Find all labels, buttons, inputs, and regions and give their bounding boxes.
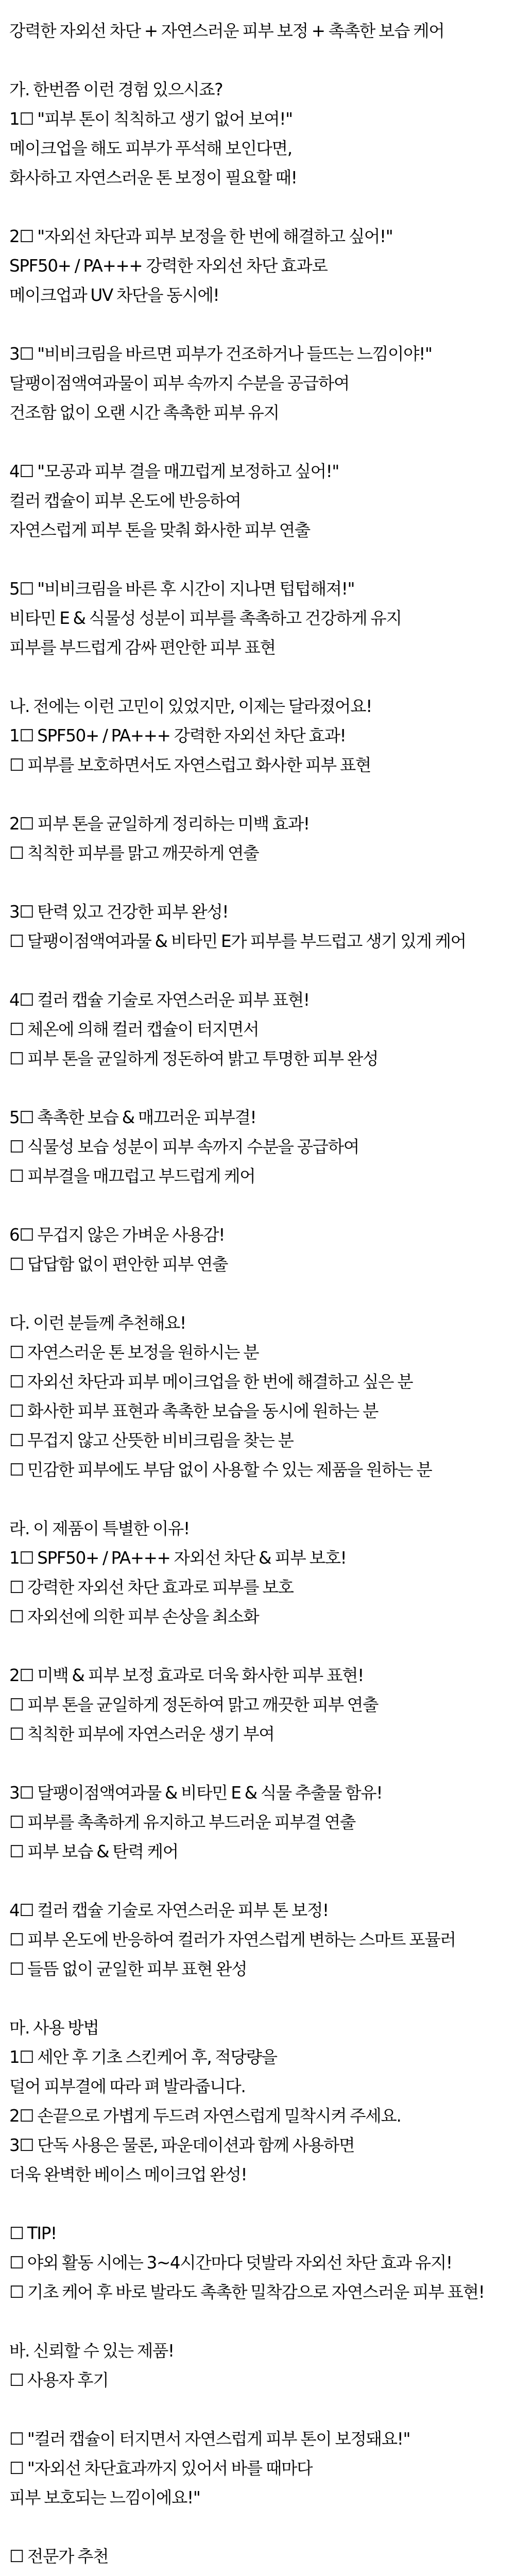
text-line: 메이크업을 해도 피부가 푸석해 보인다면,	[9, 139, 292, 158]
numbered-item: 6☐ 무겁지 않은 가벼운 사용감!	[9, 1225, 225, 1245]
numbered-item: 1☐ SPF50+ / PA+++ 자외선 차단 & 피부 보호!	[9, 1548, 347, 1568]
numbered-item: 2☐ 피부 톤을 균일하게 정리하는 미백 효과!	[9, 814, 310, 834]
checkbox-item: ☐ 사용자 후기	[9, 2370, 109, 2390]
blank-line	[9, 1632, 509, 1661]
checkbox-item: ☐ 체온에 의해 컬러 캡슐이 터지면서	[9, 1020, 259, 1039]
checkbox-item: ☐ 피부 톤을 균일하게 정돈하여 맑고 깨끗한 피부 연출	[9, 1695, 379, 1715]
checkbox-item: ☐ 칙칙한 피부에 자연스러운 생기 부여	[9, 1724, 274, 1744]
checkbox-item: ☐ 피부 톤을 균일하게 정돈하여 밝고 투명한 피부 완성	[9, 1049, 379, 1069]
numbered-item: 1☐ "피부 톤이 칙칙하고 생기 없어 보여!"	[9, 109, 293, 129]
checkbox-item: ☐ 들뜸 없이 균일한 피부 표현 완성	[9, 1959, 247, 1979]
text-line: 피부 보호되는 느낌이에요!"	[9, 2488, 200, 2507]
blank-line	[9, 2307, 509, 2336]
blank-line	[9, 663, 509, 692]
checkbox-item: ☐ 칙칙한 피부를 맑고 깨끗하게 연출	[9, 843, 259, 863]
numbered-item: 4☐ "모공과 피부 결을 매끄럽게 보정하고 싶어!"	[9, 462, 339, 481]
text-line: 화사하고 자연스러운 톤 보정이 필요할 때!	[9, 168, 297, 188]
numbered-item: 3☐ 탄력 있고 건강한 피부 완성!	[9, 902, 229, 922]
numbered-item: 1☐ SPF50+ / PA+++ 강력한 자외선 차단 효과!	[9, 726, 346, 745]
numbered-item: 2☐ 미백 & 피부 보정 효과로 더욱 화사한 피부 표현!	[9, 1666, 364, 1685]
checkbox-item: ☐ TIP!	[9, 2224, 57, 2243]
text-line: 달팽이점액여과물이 피부 속까지 수분을 공급하여	[9, 374, 350, 393]
checkbox-item: ☐ 피부 보습 & 탄력 케어	[9, 1842, 178, 1861]
text-line	[9, 2571, 509, 2576]
numbered-item: 2☐ 손끝으로 가볍게 두드려 자연스럽게 밀착시켜 주세요.	[9, 2106, 401, 2126]
checkbox-item: ☐ 기초 케어 후 바로 발라도 촉촉한 밀착감으로 자연스러운 피부 표현!	[9, 2282, 485, 2302]
section-heading: 나. 전에는 이런 고민이 있었지만, 이제는 달라졌어요!	[9, 697, 372, 716]
checkbox-item: ☐ 자연스러운 톤 보정을 원하시는 분	[9, 1343, 259, 1362]
section-heading: 다. 이런 분들께 추천해요!	[9, 1313, 186, 1333]
checkbox-item: ☐ 피부결을 매끄럽고 부드럽게 케어	[9, 1166, 255, 1186]
blank-line	[9, 1485, 509, 1514]
blank-line	[9, 310, 509, 340]
blank-line	[9, 2395, 509, 2425]
checkbox-item: ☐ 달팽이점액여과물 & 비타민 E가 피부를 부드럽고 생기 있게 케어	[9, 931, 466, 951]
checkbox-item: ☐ 전문가 추천	[9, 2547, 109, 2566]
numbered-item: 3☐ 달팽이점액여과물 & 비타민 E & 식물 추출물 함유!	[9, 1783, 383, 1803]
blank-line	[9, 956, 509, 986]
text-line: 건조함 없이 오랜 시간 촉촉한 피부 유지	[9, 403, 279, 422]
numbered-item: 4☐ 컬러 캡슐 기술로 자연스러운 피부 표현!	[9, 990, 310, 1010]
text-line: 자연스럽게 피부 톤을 맞춰 화사한 피부 연출	[9, 520, 310, 540]
text-line: 덜어 피부결에 따라 펴 발라줍니다.	[9, 2077, 246, 2096]
checkbox-item: ☐ 식물성 보습 성분이 피부 속까지 수분을 공급하여	[9, 1137, 359, 1157]
numbered-item: 5☐ "비비크림을 바른 후 시간이 지나면 텁텁해져!"	[9, 579, 355, 599]
section-heading: 가. 한번쯤 이런 경험 있으시죠?	[9, 80, 223, 99]
product-description-document	[9, 16, 509, 2576]
section-heading: 라. 이 제품이 특별한 이유!	[9, 1519, 190, 1538]
numbered-item: 1☐ 세안 후 기초 스킨케어 후, 적당량을	[9, 2047, 277, 2067]
blank-line	[9, 2513, 509, 2542]
blank-line	[9, 2190, 509, 2219]
text-line: 비타민 E & 식물성 성분이 피부를 촉촉하고 건강하게 유지	[9, 608, 402, 628]
text-line: 컬러 캡슐이 피부 온도에 반응하여	[9, 491, 241, 511]
numbered-item: 2☐ "자외선 차단과 피부 보정을 한 번에 해결하고 싶어!"	[9, 227, 393, 246]
blank-line	[9, 868, 509, 897]
blank-line	[9, 1867, 509, 1896]
blank-line	[9, 1191, 509, 1221]
checkbox-item: ☐ 무겁지 않고 산뜻한 비비크림을 찾는 분	[9, 1431, 294, 1450]
blank-line	[9, 1749, 509, 1778]
blank-line	[9, 193, 509, 222]
checkbox-item: ☐ "자외선 차단효과까지 있어서 바를 때마다	[9, 2459, 313, 2478]
numbered-item: 3☐ "비비크림을 바르면 피부가 건조하거나 들뜨는 느낌이야!"	[9, 344, 432, 364]
checkbox-item: ☐ 민감한 피부에도 부담 없이 사용할 수 있는 제품을 원하는 분	[9, 1460, 432, 1480]
blank-line	[9, 428, 509, 457]
text-line: 더욱 완벽한 베이스 메이크업 완성!	[9, 2165, 247, 2184]
checkbox-item: ☐ 자외선 차단과 피부 메이크업을 한 번에 해결하고 싶은 분	[9, 1372, 413, 1392]
checkbox-item: ☐ 야외 활동 시에는 3~4시간마다 덧발라 자외선 차단 효과 유지!	[9, 2253, 452, 2273]
checkbox-item: ☐ 자외선에 의한 피부 손상을 최소화	[9, 1607, 259, 1626]
checkbox-item: ☐ 강력한 자외선 차단 효과로 피부를 보호	[9, 1578, 294, 1597]
page-title: 강력한 자외선 차단 + 자연스러운 피부 보정 + 촉촉한 보습 케어	[9, 21, 444, 41]
numbered-item: 4☐ 컬러 캡슐 기술로 자연스러운 피부 톤 보정!	[9, 1901, 329, 1920]
text-line: SPF50+ / PA+++ 강력한 자외선 차단 효과로	[9, 256, 328, 276]
blank-line	[9, 545, 509, 574]
checkbox-item: ☐ 답답함 없이 편안한 피부 연출	[9, 1255, 228, 1274]
blank-line	[9, 1074, 509, 1103]
section-heading: 바. 신뢰할 수 있는 제품!	[9, 2341, 174, 2361]
blank-line	[9, 1984, 509, 2013]
text-line: 피부를 부드럽게 감싸 편안한 피부 표현	[9, 638, 276, 657]
numbered-item: 3☐ 단독 사용은 물론, 파운데이션과 함께 사용하면	[9, 2136, 355, 2155]
checkbox-item: ☐ 화사한 피부 표현과 촉촉한 보습을 동시에 원하는 분	[9, 1401, 379, 1421]
blank-line	[9, 1279, 509, 1309]
text-line: 메이크업과 UV 차단을 동시에!	[9, 285, 219, 305]
section-heading: 마. 사용 방법	[9, 2018, 99, 2038]
blank-line	[9, 46, 509, 75]
checkbox-item: ☐ 피부를 촉촉하게 유지하고 부드러운 피부결 연출	[9, 1812, 355, 1832]
blank-line	[9, 780, 509, 809]
checkbox-item: ☐ 피부 온도에 반응하여 컬러가 자연스럽게 변하는 스마트 포뮬러	[9, 1930, 456, 1950]
checkbox-item: ☐ "컬러 캡슐이 터지면서 자연스럽게 피부 톤이 보정돼요!"	[9, 2429, 410, 2449]
checkbox-item: ☐ 피부를 보호하면서도 자연스럽고 화사한 피부 표현	[9, 755, 371, 775]
numbered-item: 5☐ 촉촉한 보습 & 매끄러운 피부결!	[9, 1108, 256, 1127]
